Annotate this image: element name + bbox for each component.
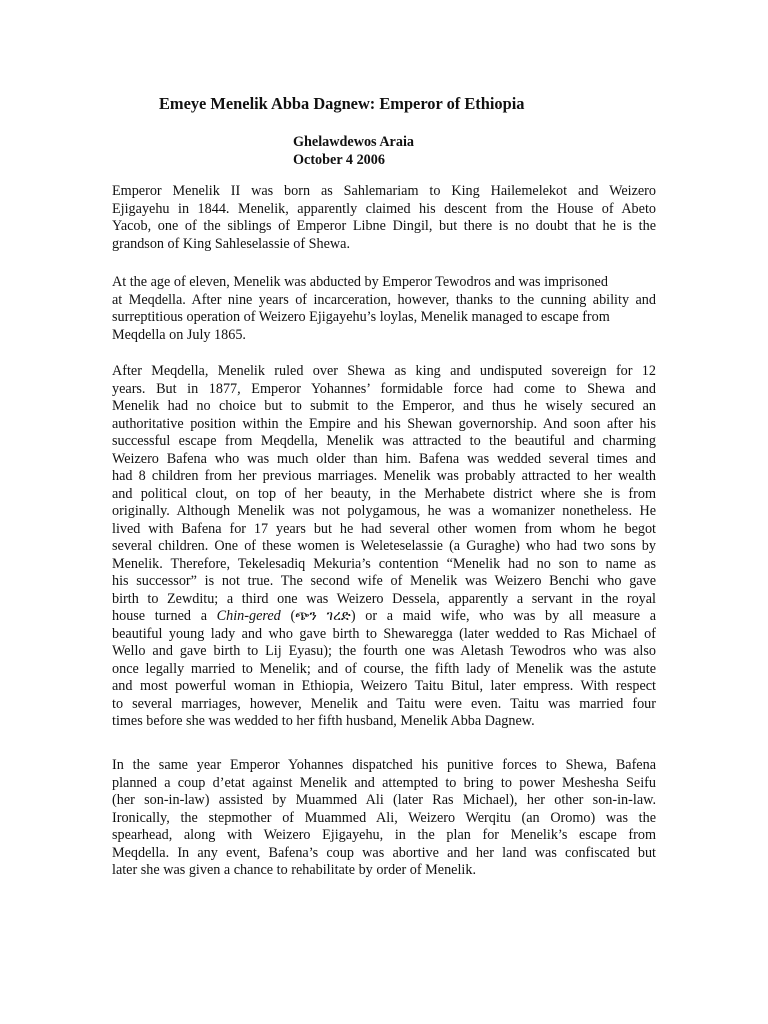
paragraph-line: Menelik. Therefore, Tekelesadiq Mekuria’s contention “Menelik had no son to name as	[112, 555, 656, 572]
paragraph-line: and political clout, on top of her beauty, in the Merhabete district where she is from	[112, 485, 656, 502]
line-text-after: or a maid wife, who was by all measure a	[355, 608, 656, 624]
paragraph-line: years. But in 1877, Emperor Yohannes’ formidable force had come to Shewa and	[112, 380, 656, 397]
paragraph-1	[112, 183, 656, 253]
paragraph-line: After Meqdella, Menelik ruled over Shewa as king and undisputed sovereign for 12	[112, 363, 656, 379]
paragraph-line-with-italic-term	[112, 608, 656, 626]
paragraph-line: had 8 children from her previous marriages. Menelik was probably attracted to her wealth	[112, 468, 656, 484]
paragraph-line: spearhead, along with Weizero Ejigayehu, in the plan for Menelik’s escape from	[112, 827, 656, 843]
paragraph-line: Wello and gave birth to Lij Eyasu); the fourth one was Aletash Tewodros who was also	[112, 643, 656, 659]
paragraph-line: beautiful young lady and who gave birth to Shewaregga (later wedded to Ras Michael of	[112, 625, 656, 642]
paragraph-line: Ejigayehu in 1844. Menelik, apparently claimed his descent from the House of Abeto	[112, 200, 656, 217]
paragraph-line: once legally married to Menelik; and of course, the fifth lady of Menelik was the astute	[112, 660, 656, 677]
paragraph-line: originally. Although Menelik was not polygamous, he was a womanizer nonetheless. He	[112, 503, 656, 519]
paragraph-line: birth to Zewditu; a third one was Weizero Dessela, apparently a servant in the royal	[112, 590, 656, 607]
italic-term: Chin-gered	[216, 608, 281, 624]
amharic-term: (ጭን ገረድ)	[290, 608, 356, 624]
author-name: Ghelawdewos Araia	[293, 134, 414, 150]
paragraph-line: In the same year Emperor Yohannes dispatched his punitive forces to Shewa, Bafena	[112, 757, 656, 773]
paragraph-line: successful escape from Meqdella, Menelik was attracted to the beautiful and charming	[112, 433, 656, 449]
paragraph-line: to several marriages, however, Menelik and Taitu were even. Taitu was married four	[112, 695, 656, 712]
paragraph-line: Weizero Bafena who was much older than him. Bafena was wedded several times and	[112, 450, 656, 467]
paragraph-line: Emperor Menelik II was born as Sahlemariam to King Hailemelekot and Weizero	[112, 183, 656, 199]
paragraph-line: At the age of eleven, Menelik was abducted by Emperor Tewodros and was imprisoned	[112, 274, 608, 290]
paragraph-line: lived with Bafena for 17 years but he had several other women from whom he begot	[112, 520, 656, 537]
paragraph-line: grandson of King Sahleselassie of Shewa.	[112, 235, 350, 252]
paragraph-line: several children. One of these women is Weleteselassie (a Guraghe) who had two sons by	[112, 538, 656, 554]
paragraph-line: his successor” is not true. The second wife of Menelik was Weizero Benchi who gave	[112, 573, 656, 589]
paragraph-line: surreptitious operation of Weizero Ejigayehu’s loylas, Menelik managed to escape from	[112, 309, 610, 325]
line-text-before: house turned a	[112, 608, 217, 624]
paragraph-3	[112, 363, 656, 731]
byline	[293, 134, 414, 169]
paragraph-line: Menelik had no choice but to submit to the Emperor, and thus he wisely secured an	[112, 398, 656, 414]
paragraph-line: later she was given a chance to rehabilitate by order of Menelik.	[112, 862, 476, 878]
paragraph-line: times before she was wedded to her fifth husband, Menelik Abba Dagnew.	[112, 713, 535, 729]
paragraph-line: Ironically, the stepmother of Muammed Ali, Weizero Werqitu (an Oromo) was the	[112, 809, 656, 826]
paragraph-line: Yacob, one of the siblings of Emperor Libne Dingil, but there is no doubt that he is the	[112, 218, 656, 234]
publication-date: October 4 2006	[293, 151, 385, 168]
document-title: Emeye Menelik Abba Dagnew: Emperor of Ethiopia	[159, 94, 525, 113]
paragraph-2	[112, 274, 656, 344]
paragraph-line: Meqdella. In any event, Bafena’s coup was abortive and her land was confiscated but	[112, 844, 656, 861]
paragraph-line: planned a coup d’etat against Menelik and attempted to bring to power Meshesha Seifu	[112, 774, 656, 791]
paragraph-line: at Meqdella. After nine years of incarceration, however, thanks to the cunning ability and	[112, 291, 656, 308]
paragraph-line: (her son-in-law) assisted by Muammed Ali (later Ras Michael), her other son-in-law.	[112, 792, 656, 808]
paragraph-line: authoritative position within the Empire and his Shewan governorship. And soon after his	[112, 415, 656, 432]
paragraph-line: and most powerful woman in Ethiopia, Weizero Taitu Bitul, later empress. With respect	[112, 678, 656, 694]
paragraph-4	[112, 757, 656, 880]
paragraph-line: Meqdella on July 1865.	[112, 326, 246, 343]
